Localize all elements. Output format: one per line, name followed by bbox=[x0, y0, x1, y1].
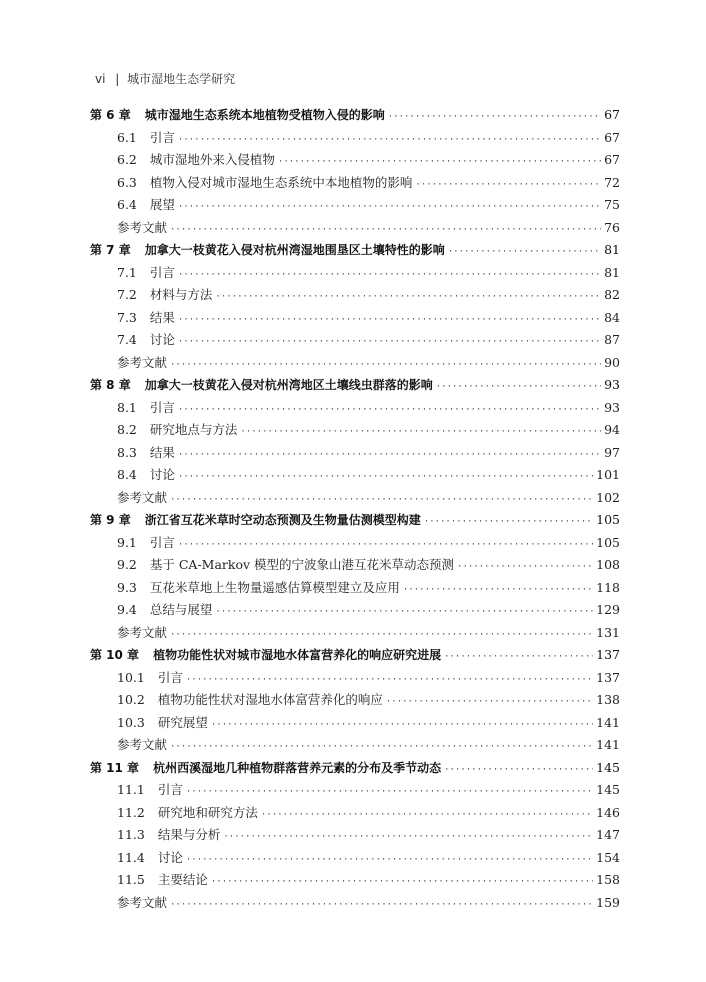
toc-entry-page-number: 93 bbox=[604, 399, 620, 415]
toc-section-entry[interactable] bbox=[90, 689, 620, 712]
toc-entry-title: 植物入侵对城市湿地生态系统中本地植物的影响 bbox=[149, 174, 413, 190]
toc-entry-page-number: 146 bbox=[596, 804, 620, 820]
dot-leader bbox=[170, 219, 601, 242]
toc-section-entry[interactable] bbox=[90, 127, 620, 150]
dot-leader bbox=[223, 826, 593, 849]
toc-entry-page-number: 81 bbox=[604, 264, 620, 280]
toc-entry-number: 7.1 bbox=[117, 264, 137, 280]
toc-references-entry[interactable] bbox=[90, 734, 620, 757]
toc-entry-page-number: 159 bbox=[596, 894, 620, 910]
toc-entry-page-number: 147 bbox=[596, 827, 620, 842]
toc-entry-page-number: 118 bbox=[596, 579, 620, 595]
toc-entry-page-number: 81 bbox=[604, 242, 620, 257]
toc-references-entry[interactable] bbox=[90, 622, 620, 645]
dot-leader bbox=[170, 736, 593, 759]
dot-leader bbox=[403, 579, 593, 602]
toc-section-entry[interactable] bbox=[90, 149, 620, 172]
toc-entry-number: 7.4 bbox=[117, 332, 137, 347]
toc-references-entry[interactable] bbox=[90, 352, 620, 375]
toc-entry-page-number: 105 bbox=[596, 512, 620, 527]
toc-entry-page-number: 141 bbox=[596, 714, 620, 730]
toc-entry-number: 8.3 bbox=[117, 444, 137, 460]
dot-leader bbox=[186, 849, 593, 872]
dot-leader bbox=[215, 601, 593, 624]
toc-entry-number: 9.3 bbox=[117, 579, 137, 595]
toc-section-entry[interactable] bbox=[90, 779, 620, 802]
dot-leader bbox=[278, 151, 601, 174]
toc-entry-number: 9.4 bbox=[117, 602, 137, 617]
toc-entry-title: 参考文献 bbox=[117, 737, 168, 752]
header-book-title: 城市湿地生态学研究 bbox=[127, 72, 236, 86]
toc-section-entry[interactable] bbox=[90, 194, 620, 217]
toc-entry-number: 第 8 章 bbox=[90, 378, 131, 392]
dot-leader bbox=[170, 624, 593, 647]
toc-entry-title: 互花米草地上生物量遥感估算模型建立及应用 bbox=[149, 579, 400, 595]
toc-entry-page-number: 105 bbox=[596, 534, 620, 550]
toc-chapter-entry[interactable] bbox=[90, 509, 620, 532]
dot-leader bbox=[170, 489, 593, 512]
toc-entry-title: 杭州西溪湿地几种植物群落营养元素的分布及季节动态 bbox=[153, 760, 442, 775]
toc-entry-title: 参考文献 bbox=[117, 354, 168, 370]
dot-leader bbox=[457, 556, 593, 579]
toc-entry-title: 主要结论 bbox=[157, 872, 208, 887]
toc-entry-number: 8.1 bbox=[117, 399, 137, 415]
toc-section-entry[interactable] bbox=[90, 284, 620, 307]
toc-section-entry[interactable] bbox=[90, 667, 620, 690]
toc-entry-page-number: 141 bbox=[596, 737, 620, 752]
toc-entry-page-number: 108 bbox=[596, 557, 620, 572]
toc-entry-title: 参考文献 bbox=[117, 894, 168, 910]
toc-entry-number: 8.2 bbox=[117, 422, 137, 437]
toc-entry-title: 引言 bbox=[149, 399, 175, 415]
toc-entry-page-number: 75 bbox=[604, 197, 620, 212]
toc-chapter-entry[interactable] bbox=[90, 644, 620, 667]
toc-entry-title: 讨论 bbox=[149, 467, 175, 482]
dot-leader bbox=[215, 286, 601, 309]
dot-leader bbox=[444, 759, 593, 782]
header-page-number: vi bbox=[95, 72, 106, 86]
toc-entry-title: 加拿大一枝黄花入侵对杭州湾地区土壤线虫群落的影响 bbox=[144, 378, 433, 392]
toc-entry-title: 讨论 bbox=[149, 332, 175, 347]
toc-entry-number: 8.4 bbox=[117, 467, 137, 482]
toc-entry-page-number: 102 bbox=[596, 489, 620, 505]
toc-entry-page-number: 67 bbox=[604, 152, 620, 167]
toc-entry-title: 结果与分析 bbox=[157, 827, 221, 842]
toc-entry-title: 总结与展望 bbox=[149, 602, 213, 617]
dot-leader bbox=[436, 376, 601, 399]
toc-entry-title: 结果 bbox=[149, 309, 175, 325]
toc-entry-page-number: 94 bbox=[604, 422, 620, 437]
toc-entry-number: 11.5 bbox=[117, 872, 145, 887]
toc-section-entry[interactable] bbox=[90, 712, 620, 735]
toc-entry-number: 10.3 bbox=[117, 714, 145, 730]
toc-entry-number: 10.2 bbox=[117, 692, 145, 707]
toc-chapter-entry[interactable] bbox=[90, 104, 620, 127]
toc-section-entry[interactable] bbox=[90, 869, 620, 892]
toc-entry-page-number: 76 bbox=[604, 219, 620, 235]
toc-entry-title: 引言 bbox=[149, 534, 175, 550]
toc-entry-number: 9.2 bbox=[117, 557, 137, 572]
toc-chapter-entry[interactable] bbox=[90, 374, 620, 397]
toc-entry-page-number: 145 bbox=[596, 782, 620, 797]
toc-section-entry[interactable] bbox=[90, 847, 620, 870]
toc-entry-number: 11.2 bbox=[117, 804, 145, 820]
toc-chapter-entry[interactable] bbox=[90, 239, 620, 262]
dot-leader bbox=[178, 331, 601, 354]
toc-entry-page-number: 137 bbox=[596, 669, 620, 685]
toc-entry-title: 研究地和研究方法 bbox=[157, 804, 258, 820]
toc-entry-number: 11.3 bbox=[117, 827, 145, 842]
toc-entry-title: 参考文献 bbox=[117, 489, 168, 505]
toc-section-entry[interactable] bbox=[90, 599, 620, 622]
dot-leader bbox=[415, 174, 601, 197]
toc-entry-page-number: 138 bbox=[596, 692, 620, 707]
toc-entry-title: 植物功能性状对城市湿地水体富营养化的响应研究进展 bbox=[153, 648, 442, 662]
dot-leader bbox=[261, 804, 593, 827]
toc-entry-title: 参考文献 bbox=[117, 219, 168, 235]
toc-entry-title: 引言 bbox=[149, 264, 175, 280]
running-header bbox=[95, 70, 235, 87]
toc-entry-title: 材料与方法 bbox=[149, 287, 213, 302]
toc-entry-number: 第 11 章 bbox=[90, 760, 140, 775]
dot-leader bbox=[211, 871, 593, 894]
toc-entry-number: 7.3 bbox=[117, 309, 137, 325]
toc-entry-number: 第 6 章 bbox=[90, 108, 131, 122]
table-of-contents bbox=[90, 104, 620, 914]
toc-entry-page-number: 129 bbox=[596, 602, 620, 617]
dot-leader bbox=[178, 196, 601, 219]
toc-entry-page-number: 84 bbox=[604, 309, 620, 325]
toc-entry-number: 10.1 bbox=[117, 669, 145, 685]
toc-entry-number: 9.1 bbox=[117, 534, 137, 550]
toc-entry-page-number: 158 bbox=[596, 872, 620, 887]
dot-leader bbox=[186, 781, 593, 804]
toc-entry-title: 城市湿地生态系统本地植物受植物入侵的影响 bbox=[144, 108, 385, 122]
toc-section-entry[interactable] bbox=[90, 262, 620, 285]
toc-entry-number: 11.4 bbox=[117, 849, 145, 865]
dot-leader bbox=[178, 264, 601, 287]
toc-entry-title: 研究地点与方法 bbox=[149, 422, 238, 437]
toc-entry-title: 引言 bbox=[149, 129, 175, 145]
toc-entry-number: 6.2 bbox=[117, 152, 137, 167]
toc-section-entry[interactable] bbox=[90, 307, 620, 330]
toc-section-entry[interactable] bbox=[90, 172, 620, 195]
toc-references-entry[interactable] bbox=[90, 217, 620, 240]
toc-entry-number: 7.2 bbox=[117, 287, 137, 302]
toc-entry-title: 讨论 bbox=[157, 849, 183, 865]
dot-leader bbox=[444, 646, 593, 669]
dot-leader bbox=[388, 106, 601, 129]
dot-leader bbox=[178, 309, 601, 332]
dot-leader bbox=[178, 444, 601, 467]
dot-leader bbox=[424, 511, 593, 534]
toc-entry-page-number: 87 bbox=[604, 332, 620, 347]
dot-leader bbox=[178, 399, 601, 422]
toc-entry-number: 第 10 章 bbox=[90, 648, 140, 662]
toc-entry-number: 6.4 bbox=[117, 197, 137, 212]
toc-entry-page-number: 72 bbox=[604, 174, 620, 190]
toc-entry-title: 展望 bbox=[149, 197, 175, 212]
dot-leader bbox=[170, 354, 601, 377]
dot-leader bbox=[178, 534, 593, 557]
toc-entry-number: 11.1 bbox=[117, 782, 145, 797]
toc-entry-title: 浙江省互花米草时空动态预测及生物量估测模型构建 bbox=[144, 513, 421, 527]
dot-leader bbox=[170, 894, 593, 917]
toc-section-entry[interactable] bbox=[90, 577, 620, 600]
toc-section-entry[interactable] bbox=[90, 419, 620, 442]
toc-entry-page-number: 97 bbox=[604, 444, 620, 460]
toc-entry-title: 研究展望 bbox=[157, 714, 208, 730]
toc-entry-page-number: 90 bbox=[604, 354, 620, 370]
toc-entry-page-number: 154 bbox=[596, 849, 620, 865]
toc-entry-page-number: 137 bbox=[596, 647, 620, 662]
toc-section-entry[interactable] bbox=[90, 532, 620, 555]
toc-entry-title: 城市湿地外来入侵植物 bbox=[149, 152, 275, 167]
dot-leader bbox=[211, 714, 593, 737]
toc-references-entry[interactable] bbox=[90, 892, 620, 915]
toc-entry-title: 结果 bbox=[149, 444, 175, 460]
toc-section-entry[interactable] bbox=[90, 554, 620, 577]
toc-section-entry[interactable] bbox=[90, 329, 620, 352]
toc-section-entry[interactable] bbox=[90, 442, 620, 465]
dot-leader bbox=[186, 669, 593, 692]
toc-chapter-entry[interactable] bbox=[90, 757, 620, 780]
toc-section-entry[interactable] bbox=[90, 824, 620, 847]
toc-entry-page-number: 145 bbox=[596, 759, 620, 775]
toc-entry-page-number: 101 bbox=[596, 467, 620, 482]
toc-section-entry[interactable] bbox=[90, 397, 620, 420]
header-separator: | bbox=[115, 72, 120, 86]
toc-entry-title: 引言 bbox=[157, 782, 183, 797]
toc-entry-title: 植物功能性状对湿地水体富营养化的响应 bbox=[157, 692, 383, 707]
toc-entry-number: 第 9 章 bbox=[90, 513, 131, 527]
toc-entry-page-number: 67 bbox=[604, 107, 620, 122]
toc-entry-page-number: 82 bbox=[604, 287, 620, 302]
toc-section-entry[interactable] bbox=[90, 802, 620, 825]
toc-entry-title: 参考文献 bbox=[117, 624, 168, 640]
toc-section-entry[interactable] bbox=[90, 464, 620, 487]
dot-leader bbox=[178, 129, 601, 152]
dot-leader bbox=[240, 421, 601, 444]
dot-leader bbox=[448, 241, 601, 264]
toc-entry-number: 6.1 bbox=[117, 129, 137, 145]
toc-entry-number: 第 7 章 bbox=[90, 243, 131, 257]
toc-entry-title: 引言 bbox=[157, 669, 183, 685]
toc-entry-title: 加拿大一枝黄花入侵对杭州湾湿地围垦区土壤特性的影响 bbox=[144, 243, 445, 257]
toc-entry-number: 6.3 bbox=[117, 174, 137, 190]
toc-entry-page-number: 93 bbox=[604, 377, 620, 392]
dot-leader bbox=[178, 466, 593, 489]
toc-references-entry[interactable] bbox=[90, 487, 620, 510]
toc-entry-page-number: 131 bbox=[596, 624, 620, 640]
toc-entry-title: 基于 CA-Markov 模型的宁波象山港互花米草动态预测 bbox=[149, 557, 455, 572]
dot-leader bbox=[386, 691, 593, 714]
toc-entry-page-number: 67 bbox=[604, 129, 620, 145]
